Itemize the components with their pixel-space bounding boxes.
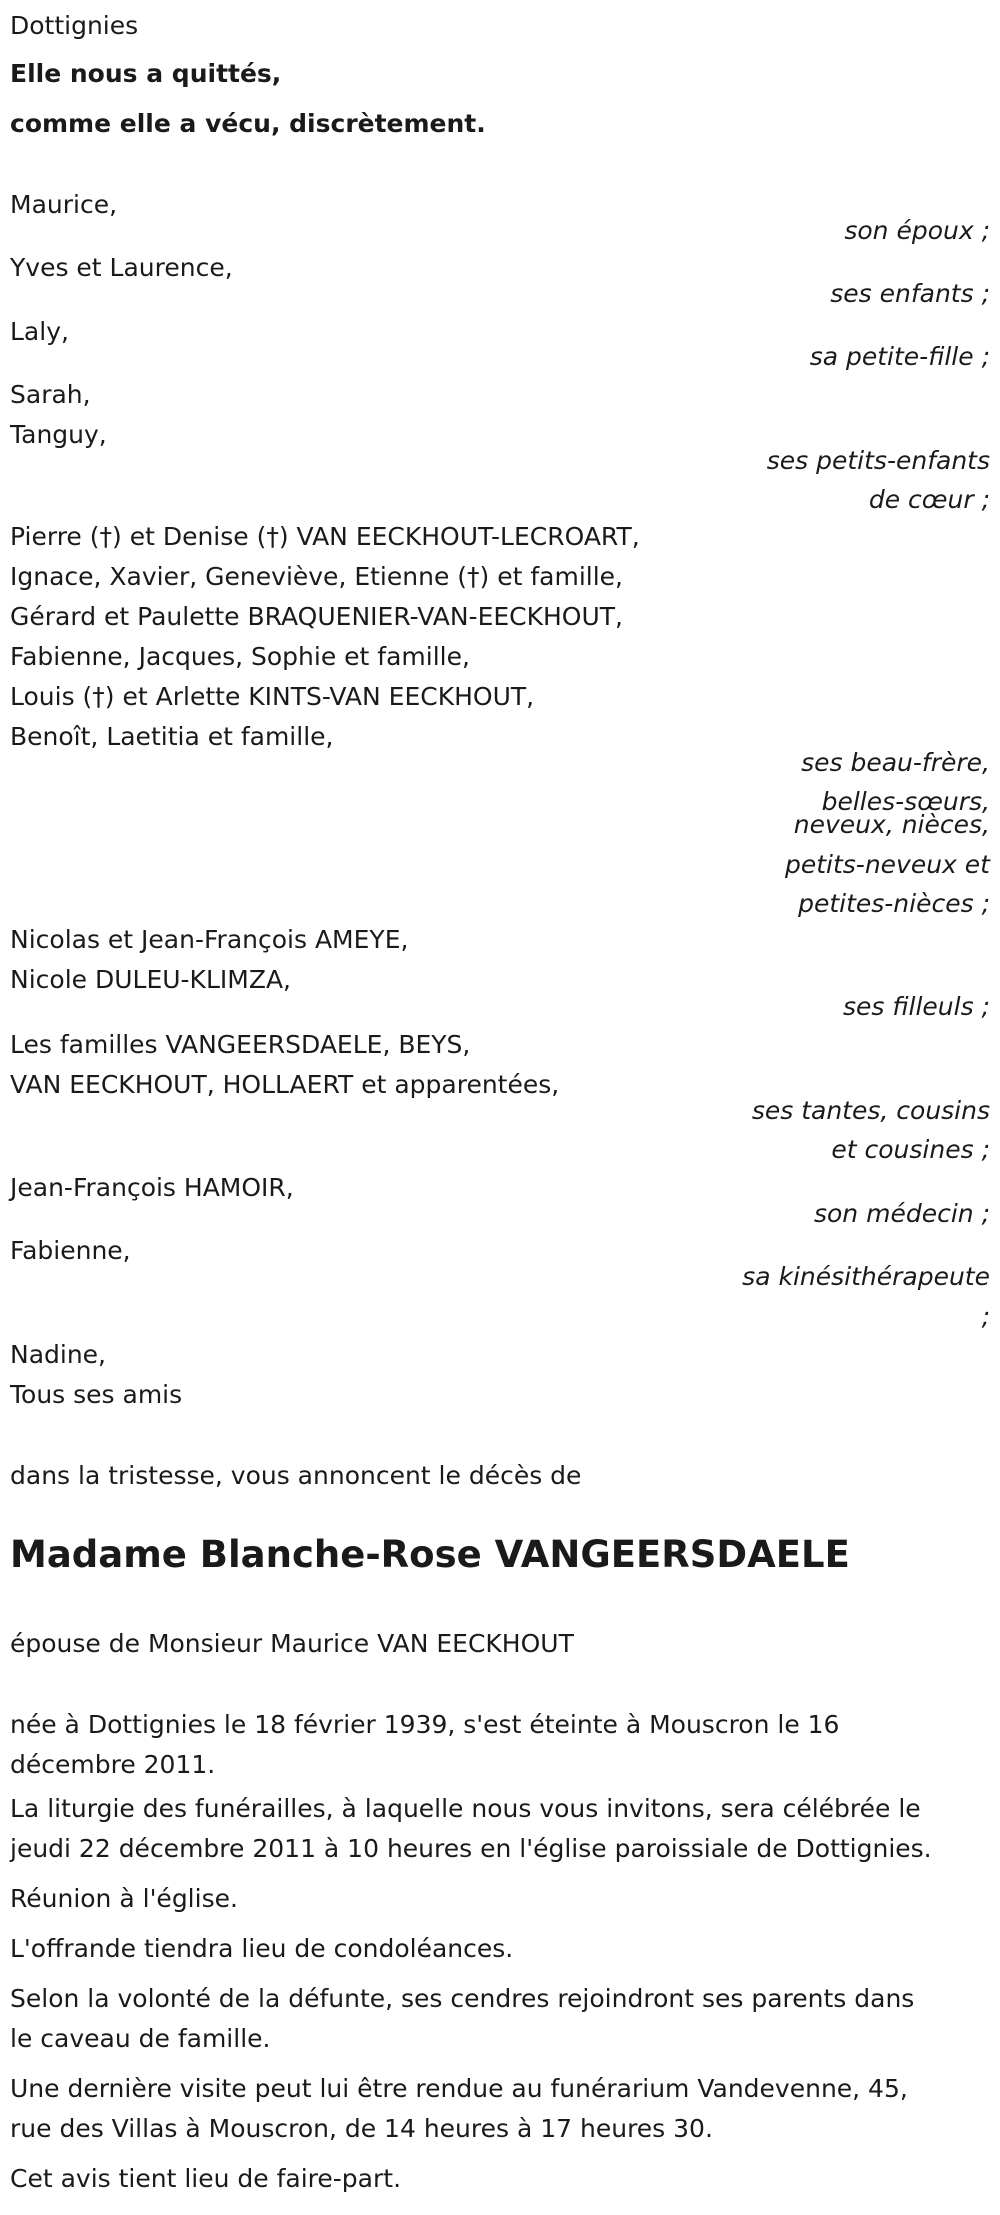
family-role: ses petits-enfants <box>766 446 990 475</box>
family-name: Pierre (†) et Denise (†) VAN EECKHOUT-LECROART, <box>10 522 640 551</box>
family-name: Sarah, <box>10 380 91 409</box>
family-name: VAN EECKHOUT, HOLLAERT et apparentées, <box>10 1070 560 1099</box>
family-role: petits-neveux et <box>784 850 990 879</box>
detail-line: Cet avis tient lieu de faire-part. <box>10 2164 402 2193</box>
family-name: Jean-François HAMOIR, <box>10 1173 294 1202</box>
family-role: sa kinésithérapeute <box>742 1262 990 1291</box>
family-role: ses filleuls ; <box>843 992 990 1021</box>
family-name: Tous ses amis <box>10 1380 183 1409</box>
family-name: Laly, <box>10 317 69 346</box>
detail-line: Une dernière visite peut lui être rendue au funérarium Vandevenne, 45, <box>10 2074 908 2103</box>
family-name: Fabienne, Jacques, Sophie et famille, <box>10 642 470 671</box>
family-name: Benoît, Laetitia et famille, <box>10 722 334 751</box>
detail-line: rue des Villas à Mouscron, de 14 heures à 17 heures 30. <box>10 2114 713 2143</box>
family-name: Louis (†) et Arlette KINTS-VAN EECKHOUT, <box>10 682 535 711</box>
deceased-name: Madame Blanche-Rose VANGEERSDAELE <box>10 1533 850 1576</box>
intro-line: comme elle a vécu, discrètement. <box>10 109 486 138</box>
family-role: ; <box>981 1302 990 1331</box>
family-role: neveux, nièces, <box>793 810 990 839</box>
family-name: Tanguy, <box>10 420 107 449</box>
family-name: Maurice, <box>10 190 118 219</box>
family-role: son époux ; <box>844 216 990 245</box>
family-role: de cœur ; <box>868 485 990 514</box>
family-name: Ignace, Xavier, Geneviève, Etienne (†) et famille, <box>10 562 624 591</box>
family-role: ses beau-frère, <box>801 748 990 777</box>
family-name: Fabienne, <box>10 1236 131 1265</box>
detail-line: La liturgie des funérailles, à laquelle nous vous invitons, sera célébrée le <box>10 1794 921 1823</box>
detail-line: Selon la volonté de la défunte, ses cendres rejoindront ses parents dans <box>10 1984 915 2013</box>
family-name: Nicolas et Jean-François AMEYE, <box>10 925 409 954</box>
detail-line: jeudi 22 décembre 2011 à 10 heures en l'église paroissiale de Dottignies. <box>10 1834 932 1863</box>
family-role: belles-sœurs, <box>821 787 990 816</box>
family-role: son médecin ; <box>813 1199 990 1228</box>
family-role: sa petite-fille ; <box>809 342 990 371</box>
family-name: Nicole DULEU-KLIMZA, <box>10 965 291 994</box>
location: Dottignies <box>10 11 139 40</box>
detail-line: Réunion à l'église. <box>10 1884 238 1913</box>
detail-line: le caveau de famille. <box>10 2024 271 2053</box>
family-role: ses enfants ; <box>830 279 990 308</box>
family-name: Yves et Laurence, <box>10 253 233 282</box>
detail-line: décembre 2011. <box>10 1750 216 1779</box>
family-name: Gérard et Paulette BRAQUENIER-VAN-EECKHOUT, <box>10 602 624 631</box>
detail-line: L'offrande tiendra lieu de condoléances. <box>10 1934 514 1963</box>
family-role: petites-nièces ; <box>798 889 990 918</box>
family-name: Les familles VANGEERSDAELE, BEYS, <box>10 1030 471 1059</box>
family-role: ses tantes, cousins <box>751 1096 990 1125</box>
spouse-line: épouse de Monsieur Maurice VAN EECKHOUT <box>10 1629 574 1658</box>
family-name: Nadine, <box>10 1340 107 1369</box>
announcement-text: dans la tristesse, vous annoncent le décès de <box>10 1461 582 1490</box>
intro-line: Elle nous a quittés, <box>10 59 282 88</box>
family-role: et cousines ; <box>831 1135 990 1164</box>
detail-line: née à Dottignies le 18 février 1939, s'est éteinte à Mouscron le 16 <box>10 1710 840 1739</box>
